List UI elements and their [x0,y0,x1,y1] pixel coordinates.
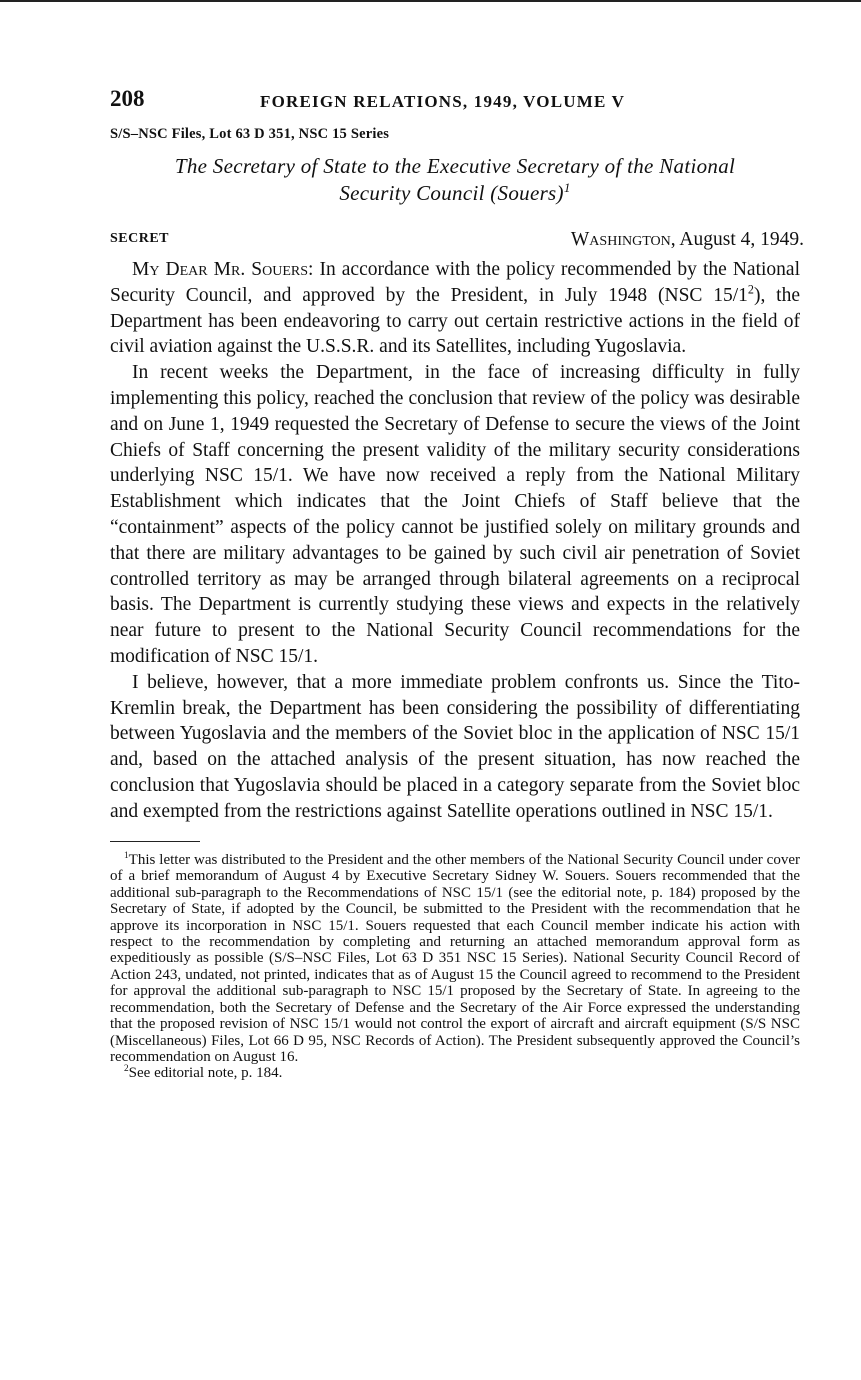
running-header [110,86,800,126]
paragraph-1 [110,257,800,360]
footnote-ref-2: 2 [747,282,754,297]
document-title-line-1: The Secretary of State to the Executive Secretary of the National [174,154,736,178]
dateline-city: Washington [570,229,671,250]
document-title-line-2-text: Security Council (Souers) [339,181,564,205]
paragraph-2: In recent weeks the Department, in the face of increasing difficulty in fully implementing this policy, reached the conclusion that review of the policy was desirable and on June 1, 1949 requested the Secretary of Defense to secure the views of the Joint Chiefs of Staff concerning the present validity of the military security considerations underlying NSC 15/1. We have now received a reply from the National Military Establishment which indicates that the Joint Chiefs of Staff believe that the “containment” aspects of the policy cannot be justified solely on military grounds and that there are military advantages to be gained by such civil air penetration of Soviet controlled territory as may be arranged through bilateral agreements on a reciprocal basis. The Department is currently studying these views and expects in the relatively near future to present to the National Security Council recommendations for the modification of NSC 15/1. [110,362,800,667]
dateline [571,229,804,251]
salutation: My Dear Mr. Souers: [132,259,314,280]
document-page [110,86,804,1082]
document-title [110,153,800,207]
paragraph-3: I believe, however, that a more immediate problem confronts us. Since the Tito-Kremlin break, the Department has been considering the possibility of differentiating between Yugoslavia and the members of the Soviet bloc in the application of NSC 15/1 and, based on the attached analysis of the present situation, has now reached the conclusion that Yugoslavia should be placed in a category separate from the Soviet bloc and exempted from the restrictions against Satellite operations outlined in NSC 15/1. [110,671,800,822]
paragraph-1-text-b: ), the Department has been endeavoring to carry out certain restrictive actions in the field of civil aviation against the U.S.S.R. and its Satellites, including Yugoslavia. [110,284,800,358]
footnote-separator [110,841,200,843]
dateline-date: , August 4, 1949. [670,229,804,250]
footnote-2-marker: 2 [124,1064,129,1075]
source-citation: S/S–NSC Files, Lot 63 D 351, NSC 15 Series [110,126,390,142]
paragraph-1-text-a: In accordance with the policy recommended by the National Security Council, and approved by the President, in July 1948 (NSC 15/1 [110,259,800,306]
footnote-1-text: This letter was distributed to the President and the other members of the National Security Council under cover of a brief memorandum of August 4 by Executive Secretary Sidney W. Souers. Souers recommended that the additional sub-paragraph to the Recommendations of NSC 15/1 (see the editorial note, p. 184) proposed by the Secretary of State, if adopted by the Council, be submitted to the President with the recommendation that he approve its incorporation in NSC 15/1. Souers requested that each Council member indicate his action with respect to the recommendation by completing and returning an attached memorandum approval form as expeditiously as possible (S/S–NSC Files, Lot 63 D 351 NSC 15 Series). National Security Council Record of Action 243, undated, not printed, indicates that as of August 15 the Council agreed to recommend to the President for approval the additional sub-paragraph to NSC 15/1 proposed by the Secretary of State. In agreeing to the recommendation, both the Secretary of Defense and the Secretary of the Air Force expressed the understanding that the proposed revision of NSC 15/1 would not control the export of aircraft and aircraft equipment (S/S NSC (Miscellaneous) Files, Lot 66 D 95, NSC Records of Action). The President subsequently approved the Council’s recommendation on August 16. [110,852,800,1065]
page-number: 208 [110,86,145,111]
footnote-2 [110,1065,800,1081]
classification-marking: SECRET [110,231,170,246]
letter-body [110,257,800,825]
title-footnote-ref: 1 [563,180,571,195]
page-top-rule [0,0,861,2]
footnote-1 [110,852,800,1065]
footnote-1-marker: 1 [124,851,129,862]
document-title-line-2 [110,180,800,207]
running-title: FOREIGN RELATIONS, 1949, VOLUME V [260,92,626,111]
footnotes [110,852,800,1082]
classification-dateline-row [110,229,804,257]
footnote-2-text: See editorial note, p. 184. [128,1065,283,1082]
